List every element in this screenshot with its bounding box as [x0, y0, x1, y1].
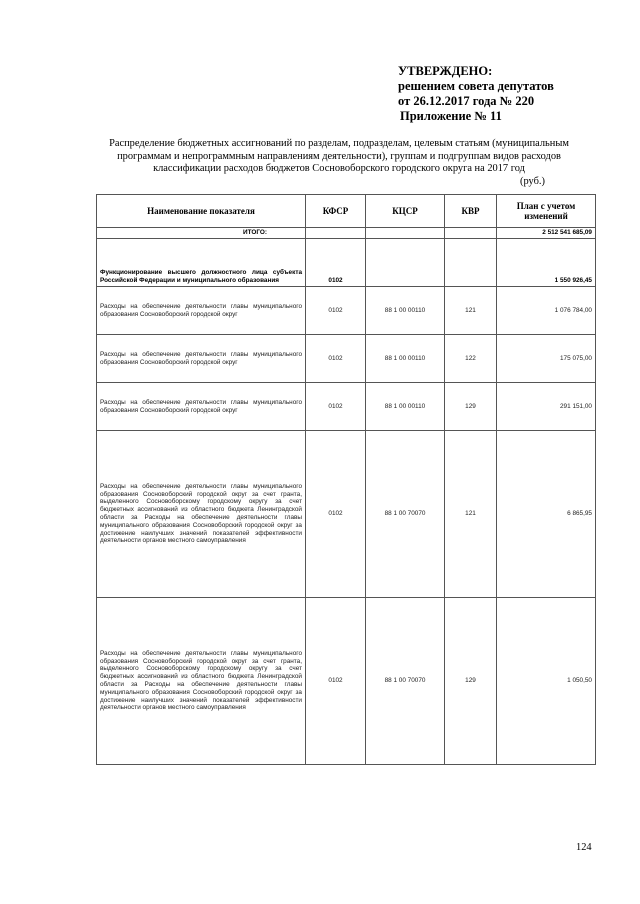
- row-kfsr: 0102: [306, 335, 366, 383]
- budget-table: [96, 194, 596, 765]
- page-number: 124: [576, 842, 592, 853]
- row-kcsr: 88 1 00 00110: [366, 335, 445, 383]
- table-header-row: [97, 195, 596, 228]
- row-name: Расходы на обеспечение деятельности главы муниципального образования Сосновоборский городской округ: [97, 287, 306, 335]
- row-kcsr: 88 1 00 00110: [366, 287, 445, 335]
- row-name: Функционирование высшего должностного лица субъекта Российской Федерации и муниципального образования: [97, 239, 306, 287]
- row-amount: 1 050,50: [497, 598, 596, 765]
- total-kvr: [445, 228, 497, 239]
- table-row: [97, 239, 596, 287]
- row-kvr: 121: [445, 431, 497, 598]
- table-row: [97, 598, 596, 765]
- row-amount: 175 075,00: [497, 335, 596, 383]
- row-kfsr: 0102: [306, 287, 366, 335]
- row-kcsr: 88 1 00 00110: [366, 383, 445, 431]
- row-kcsr: [366, 239, 445, 287]
- total-kcsr: [366, 228, 445, 239]
- approval-block: [398, 64, 554, 124]
- row-name: Расходы на обеспечение деятельности главы муниципального образования Сосновоборский городской округ: [97, 383, 306, 431]
- document-title: Распределение бюджетных ассигнований по разделам, подразделам, целевым статьям (муниципальным программам и непрограммным направлениям деятельности), группам и подгруппам видов расходов классификации расходов бюджетов Сосновоборского городского округа на 2017 год: [109, 138, 569, 174]
- row-kvr: 129: [445, 383, 497, 431]
- header-name: Наименование показателя: [97, 195, 306, 228]
- row-amount: 1 076 784,00: [497, 287, 596, 335]
- row-amount: 1 550 926,45: [497, 239, 596, 287]
- row-amount: 291 151,00: [497, 383, 596, 431]
- row-name: Расходы на обеспечение деятельности главы муниципального образования Сосновоборский городской округ за счет гранта, выделенного Сосновоборскому городскому округу за счет бюджетных ассигнований из областного бюджета Ленинградской области за Расходы на обеспечение деятельности главы муниципального образования Сосновоборский городской округ за достижение наилучших значений показателей эффективности деятельности органов местного самоуправления: [97, 431, 306, 598]
- table-row: [97, 335, 596, 383]
- total-kfsr: [306, 228, 366, 239]
- row-kfsr: 0102: [306, 383, 366, 431]
- row-kvr: 129: [445, 598, 497, 765]
- table-row: [97, 287, 596, 335]
- approval-line-date: от 26.12.2017 года № 220: [398, 94, 535, 108]
- row-name: Расходы на обеспечение деятельности главы муниципального образования Сосновоборский городской округ: [97, 335, 306, 383]
- header-plan: План с учетом изменений: [497, 195, 596, 228]
- approval-line-appendix: Приложение № 11: [400, 109, 502, 123]
- approval-line-approved: УТВЕРЖДЕНО:: [398, 64, 493, 78]
- header-kvr: КВР: [445, 195, 497, 228]
- row-kvr: 121: [445, 287, 497, 335]
- row-kfsr: 0102: [306, 239, 366, 287]
- row-kfsr: 0102: [306, 431, 366, 598]
- row-kcsr: 88 1 00 70070: [366, 431, 445, 598]
- total-amount: 2 512 541 685,09: [497, 228, 596, 239]
- row-amount: 6 865,95: [497, 431, 596, 598]
- approval-line-decision: решением совета депутатов: [398, 79, 554, 93]
- total-label: ИТОГО:: [97, 228, 306, 239]
- table-row: [97, 431, 596, 598]
- row-kvr: [445, 239, 497, 287]
- row-kvr: 122: [445, 335, 497, 383]
- total-row: [97, 228, 596, 239]
- header-kfsr: КФСР: [306, 195, 366, 228]
- row-name: Расходы на обеспечение деятельности главы муниципального образования Сосновоборский городской округ за счет гранта, выделенного Сосновоборскому городскому округу за счет бюджетных ассигнований из областного бюджета Ленинградской области за Расходы на обеспечение деятельности главы муниципального образования Сосновоборский городской округ за достижение наилучших значений показателей эффективности деятельности органов местного самоуправления: [97, 598, 306, 765]
- row-kfsr: 0102: [306, 598, 366, 765]
- row-kcsr: 88 1 00 70070: [366, 598, 445, 765]
- currency-unit: (руб.): [520, 176, 545, 187]
- header-kcsr: КЦСР: [366, 195, 445, 228]
- table-row: [97, 383, 596, 431]
